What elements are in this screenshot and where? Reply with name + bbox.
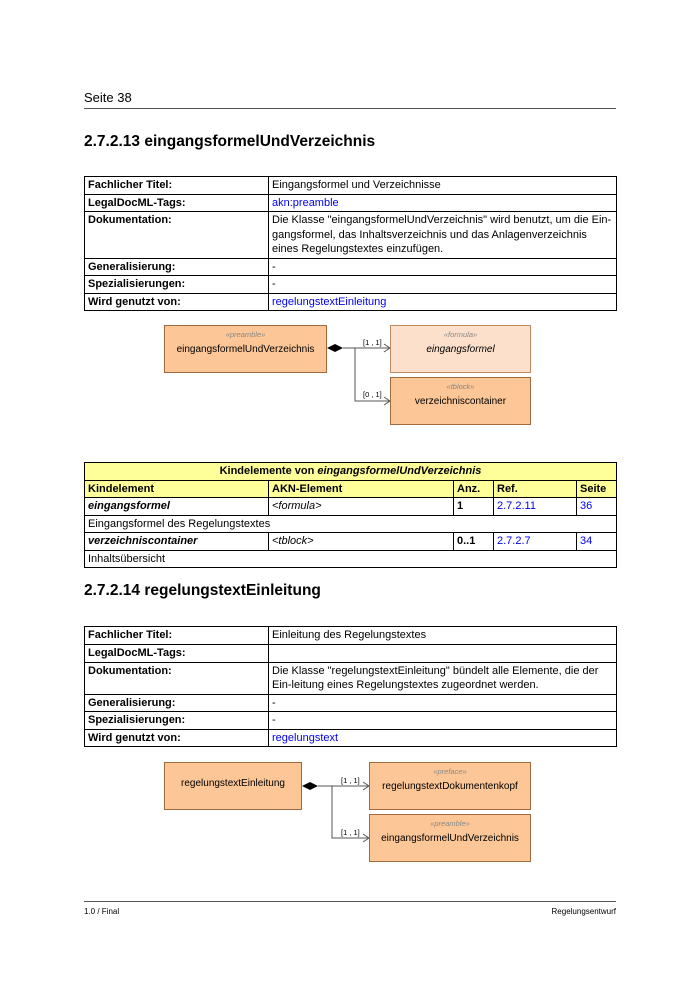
akn-element: <tblock> bbox=[272, 535, 314, 547]
multiplicity-label: [1 , 1] bbox=[341, 776, 360, 785]
header-divider bbox=[84, 108, 616, 109]
child-description: Eingangsformel des Regelungstextes bbox=[85, 515, 617, 533]
caption-class: eingangsformelUndVerzeichnis bbox=[317, 465, 482, 477]
section-heading-2: 2.7.2.14 regelungstextEinleitung bbox=[84, 582, 321, 599]
footer-divider bbox=[84, 901, 616, 902]
footer-version: 1.0 / Final bbox=[84, 907, 120, 916]
table-caption bbox=[85, 463, 617, 481]
info-key: Wird genutzt von: bbox=[85, 729, 269, 747]
page-link[interactable]: 36 bbox=[580, 500, 593, 512]
table-row bbox=[85, 694, 617, 712]
info-value: - bbox=[269, 694, 617, 712]
info-key: Dokumentation: bbox=[85, 212, 269, 259]
table-header-row bbox=[85, 480, 617, 498]
class-name: regelungstextDokumentenkopf bbox=[382, 781, 518, 792]
table-row bbox=[85, 177, 617, 195]
stereotype-label: «formula» bbox=[443, 330, 478, 339]
uml-class-child bbox=[390, 377, 531, 425]
multiplicity-label: [1 , 1] bbox=[341, 828, 360, 837]
info-value: - bbox=[269, 712, 617, 730]
column-header: Anz. bbox=[454, 480, 494, 498]
info-key: LegalDocML-Tags: bbox=[85, 644, 269, 662]
column-header: AKN-Element bbox=[269, 480, 454, 498]
info-table-1 bbox=[84, 176, 617, 311]
class-name: regelungstextEinleitung bbox=[181, 778, 285, 789]
count: 1 bbox=[457, 500, 464, 512]
info-value: Die Klasse "regelungstextEinleitung" bündelt alle Elemente, die der Ein-leitung eines Regelungstextes zugeordnet werden. bbox=[269, 662, 617, 694]
stereotype-label: «tblock» bbox=[446, 382, 475, 391]
info-value: Eingangsformel und Verzeichnisse bbox=[269, 177, 617, 195]
info-key: Wird genutzt von: bbox=[85, 293, 269, 311]
used-by-link[interactable]: regelungstext bbox=[272, 731, 339, 744]
table-row bbox=[85, 498, 617, 516]
child-name: verzeichniscontainer bbox=[88, 535, 198, 547]
info-key: Spezialisierungen: bbox=[85, 276, 269, 294]
table-row bbox=[85, 712, 617, 730]
column-header: Kindelement bbox=[85, 480, 269, 498]
composition-diamond bbox=[327, 344, 343, 352]
uml-class-parent bbox=[164, 762, 302, 810]
ref-link[interactable]: 2.7.2.11 bbox=[497, 500, 536, 512]
column-header: Seite bbox=[577, 480, 617, 498]
info-value: Einleitung des Regelungstextes bbox=[269, 627, 617, 645]
table-row bbox=[85, 515, 617, 533]
info-value: - bbox=[269, 258, 617, 276]
class-name: eingangsformelUndVerzeichnis bbox=[176, 344, 315, 355]
class-name: eingangsformelUndVerzeichnis bbox=[381, 833, 519, 844]
table-row bbox=[85, 276, 617, 294]
table-row bbox=[85, 258, 617, 276]
table-row bbox=[85, 662, 617, 694]
count: 0..1 bbox=[457, 535, 476, 547]
info-value: - bbox=[269, 276, 617, 294]
info-key: Generalisierung: bbox=[85, 258, 269, 276]
info-key: Spezialisierungen: bbox=[85, 712, 269, 730]
table-row bbox=[85, 627, 617, 645]
table-row bbox=[85, 550, 617, 568]
multiplicity-label: [0 , 1] bbox=[363, 390, 382, 399]
table-row bbox=[85, 533, 617, 551]
stereotype-label: «preface» bbox=[433, 767, 467, 776]
used-by-link[interactable]: regelungstextEinleitung bbox=[272, 295, 387, 308]
info-key: LegalDocML-Tags: bbox=[85, 194, 269, 212]
info-value: Die Klasse "eingangsformelUndVerzeichnis" wird benutzt, um die Ein-gangsformel, das Inhaltsverzeichnis und das Anlagenverzeichnis eines Regelungstextes einzufügen. bbox=[269, 212, 617, 259]
ref-link[interactable]: 2.7.2.7 bbox=[497, 535, 531, 547]
akn-element: <formula> bbox=[272, 500, 322, 512]
stereotype-label: «preamble» bbox=[225, 330, 266, 339]
column-header: Ref. bbox=[494, 480, 577, 498]
child-name: eingangsformel bbox=[88, 500, 170, 512]
stereotype-label: «preamble» bbox=[430, 819, 470, 828]
info-value bbox=[269, 644, 617, 662]
child-description: Inhaltsübersicht bbox=[85, 550, 617, 568]
info-key: Generalisierung: bbox=[85, 694, 269, 712]
caption-prefix: Kindelemente von bbox=[219, 465, 318, 477]
page-link[interactable]: 34 bbox=[580, 535, 593, 547]
multiplicity-label: [1 , 1] bbox=[363, 338, 382, 347]
uml-class-child bbox=[390, 325, 531, 373]
info-key: Dokumentation: bbox=[85, 662, 269, 694]
class-name: verzeichniscontainer bbox=[414, 396, 507, 407]
table-row bbox=[85, 729, 617, 747]
info-key: Fachlicher Titel: bbox=[85, 627, 269, 645]
tag-link[interactable]: akn:preamble bbox=[272, 196, 339, 209]
table-row bbox=[85, 212, 617, 259]
class-name: eingangsformel bbox=[426, 344, 495, 355]
page-number: Seite 38 bbox=[84, 90, 132, 105]
footer-doc-type: Regelungsentwurf bbox=[551, 907, 616, 916]
uml-class-child bbox=[369, 814, 531, 862]
composition-diamond bbox=[302, 782, 318, 790]
uml-class-child bbox=[369, 762, 531, 810]
table-row bbox=[85, 194, 617, 212]
uml-class-parent bbox=[164, 325, 327, 373]
section-heading-1: 2.7.2.13 eingangsformelUndVerzeichnis bbox=[84, 133, 376, 150]
info-table-2 bbox=[84, 626, 617, 747]
table-row bbox=[85, 644, 617, 662]
table-row bbox=[85, 293, 617, 311]
child-elements-table bbox=[84, 462, 617, 568]
table-caption-row bbox=[85, 463, 617, 481]
info-key: Fachlicher Titel: bbox=[85, 177, 269, 195]
